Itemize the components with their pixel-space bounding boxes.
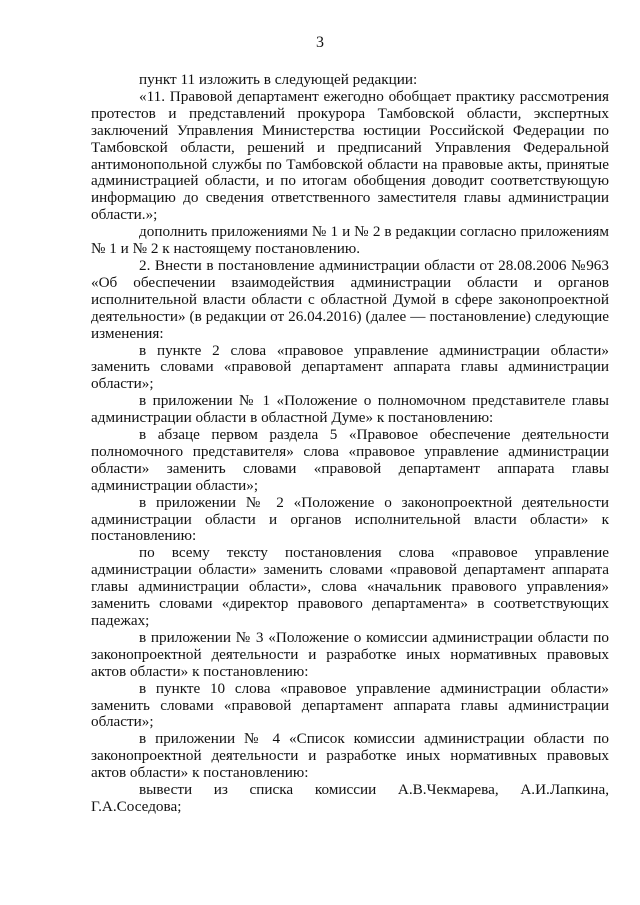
paragraph: в приложении № 3 «Положение о комиссии администрации области по законопроектной деятельности и разработке иных нормативных правовых актов области» к постановлению: [91, 628, 609, 680]
paragraph: вывести из списка комиссии А.В.Чекмарева, А.И.Лапкина, Г.А.Соседова; [91, 781, 609, 815]
paragraph: в пункте 2 слова «правовое управление администрации области» заменить словами «правовой департамент аппарата главы администрации области»; [91, 341, 609, 393]
paragraph: дополнить приложениями № 1 и № 2 в редакции согласно приложениям № 1 и № 2 к настоящему постановлению. [91, 223, 609, 258]
paragraph: пункт 11 изложить в следующей редакции: [139, 71, 418, 88]
paragraph: «11. Правовой департамент ежегодно обобщает практику рассмотрения протестов и представлений прокурора Тамбовской области, экспертных заключений Управления Министерства юстиции Российской Федерации по Тамбовской области, решений и предписаний Управления Федеральной антимонопольной службы по Тамбовской области на правовые акты, принятые администрацией области, и по итогам обобщения доводит соответствующую информацию до сведения ответственного заместителя главы администрации области.»; [91, 87, 609, 224]
paragraph: в приложении № 4 «Список комиссии администрации области по законопроектной деятельности и разработке иных нормативных правовых актов области» к постановлению: [91, 730, 609, 782]
paragraph: в приложении № 1 «Положение о полномочном представителе главы администрации области в областной Думе» к постановлению: [91, 392, 609, 427]
paragraph: в абзаце первом раздела 5 «Правовое обеспечение деятельности полномочного представителя» слова «правовое управление администрации области» заменить словами «правовой департамент аппарата главы администрации области»; [91, 426, 609, 494]
page-number: 3 [316, 34, 324, 51]
document-body [91, 72, 609, 816]
paragraph: в приложении № 2 «Положение о законопроектной деятельности администрации области и органов исполнительной власти области» к постановлению: [91, 493, 609, 545]
paragraph: по всему тексту постановления слова «правовое управление администрации области» заменить словами «правовой департамент аппарата главы администрации области», слова «начальник правового управления» заменить словами «директор правового департамента» в соответствующих падежах; [91, 544, 609, 629]
paragraph: в пункте 10 слова «правовое управление администрации области» заменить словами «правовой департамент аппарата главы администрации области»; [91, 679, 609, 731]
paragraph: 2. Внести в постановление администрации области от 28.08.2006 №963 «Об обеспечении взаимодействия администрации области и органов исполнительной власти области с областной Думой в сфере законопроектной деятельности» (в редакции от 26.04.2016) (далее — постановление) следующие изменения: [91, 256, 609, 342]
